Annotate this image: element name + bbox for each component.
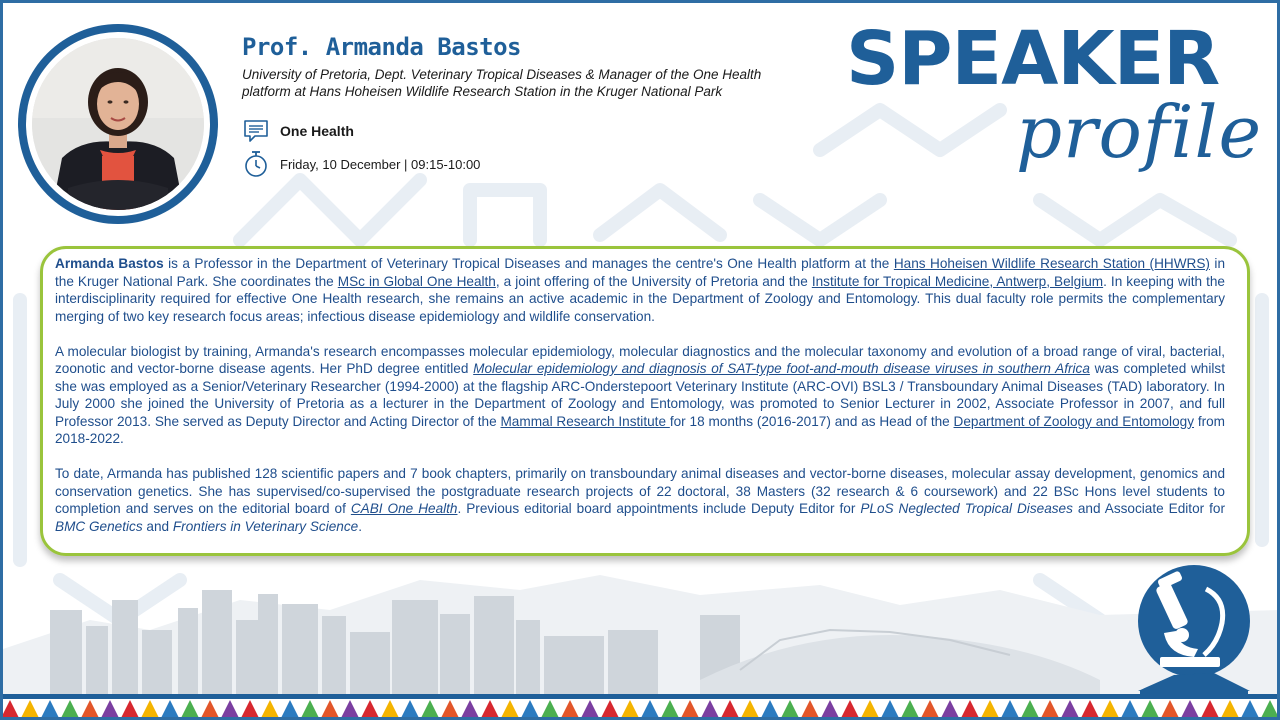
hhwrs-link[interactable]: Hans Hoheisen Wildlife Research Station (HHWRS) — [893, 256, 1210, 271]
topic-row — [242, 117, 354, 145]
speaker-photo — [32, 38, 204, 210]
mammal-research-institute-link[interactable]: Mammal Research Institute — [500, 413, 670, 429]
cabi-one-health-link[interactable]: CABI One Health — [350, 501, 458, 516]
bio-text: . In keeping with the interdisciplinarity required for effective One Health research, she remains an active academic in the Department of Zoology and Entomology. This dual faculty role permits the complementary merging of two key research focus areas; infectious disease epidemiology and wildlife conservation. — [55, 273, 1225, 324]
bio-text: for 18 months (2016-2017) and as Head of the — [669, 413, 954, 429]
bio-paragraph-1 — [55, 255, 1225, 325]
bio-text: . — [358, 518, 363, 534]
msc-global-one-health-link[interactable]: MSc in Global One Health — [337, 273, 496, 289]
bio-text: from 2018-2022. — [55, 413, 1226, 446]
bio-text: , a joint offering of the University of Pretoria and the — [495, 273, 812, 289]
speaker-portrait — [18, 24, 218, 224]
profile-heading: profile — [1016, 90, 1263, 174]
chat-icon — [242, 117, 270, 145]
journal-name: BMC Genetics — [55, 518, 143, 534]
time-row — [242, 150, 480, 178]
bio-text: in the Kruger National Park. She coordinates the — [55, 256, 1226, 289]
session-time: Friday, 10 December | 09:15-10:00 — [280, 156, 481, 172]
bio-paragraph-3 — [55, 465, 1225, 535]
phd-thesis-link[interactable]: Molecular epidemiology and diagnosis of SAT-type foot-and-mouth disease viruses in southern Africa — [473, 361, 1090, 376]
bio-text: and — [142, 518, 173, 534]
speaker-affiliation: University of Pretoria, Dept. Veterinary Tropical Diseases & Manager of the One Health platform at Hans Hoheisen Wildlife Research Station in the Kruger National Park — [242, 67, 762, 99]
speaker-heading: SPEAKER — [846, 16, 1220, 102]
bio-text: To date, Armanda has published 128 scientific papers and 7 book chapters, primarily on transboundary animal diseases and vector-borne diseases, molecular assay development, genomics and conservation genetics. She has supervised/co-supervised the postgraduate research projects of 22 doctoral, 38 Masters (32 research & 6 coursework) and 22 BSc Hons level students to completion and serves on the editorial board of — [55, 466, 1225, 516]
session-topic: One Health — [280, 123, 354, 139]
journal-name: PLoS Neglected Tropical Diseases — [860, 501, 1073, 516]
bio-paragraph-2 — [55, 343, 1225, 448]
bio-text: was completed whilst she was employed as a Senior/Veterinary Researcher (1994-2000) at the flagship ARC-Onderstepoort Veterinary Institute (ARC-OVI) BSL3 / Transboundary Animal Diseases (TAD) laboratory. In July 2000 she joined the University of Pretoria as a lecturer in the Department of Zoology and Entomology, was promoted to Senior Lecturer in 2002, Associate Professor in 2007, and full Professor 2013. She served as Deputy Director and Acting Director of the — [55, 361, 1225, 429]
speaker-name: Prof. Armanda Bastos — [242, 33, 521, 61]
bio-text: A molecular biologist by training, Armanda's research encompasses molecular epidemiology, molecular diagnostics and the molecular taxonomy and evolution of a broad range of viral, bacterial, zoonotic and vector-borne disease agents. Her PhD degree entitled — [55, 343, 1225, 376]
bio-text: . Previous editorial board appointments include Deputy Editor for — [457, 501, 861, 516]
bio-name: Armanda Bastos — [55, 256, 164, 271]
decorative-border — [0, 694, 1280, 720]
microscope-icon — [1134, 563, 1254, 698]
zoology-entomology-link[interactable]: Department of Zoology and Entomology — [953, 413, 1194, 429]
institute-tropical-medicine-link[interactable]: Institute for Tropical Medicine, Antwerp, Belgium — [811, 273, 1104, 289]
bio-text: is a Professor in the Department of Veterinary Tropical Diseases and manages the centre's One Health platform at the — [163, 256, 894, 271]
journal-name: Frontiers in Veterinary Science — [172, 518, 359, 534]
bio-text: and Associate Editor for — [1072, 501, 1225, 516]
city-skyline — [0, 560, 1280, 700]
speaker-bio — [55, 255, 1225, 553]
stopwatch-icon — [242, 150, 270, 178]
